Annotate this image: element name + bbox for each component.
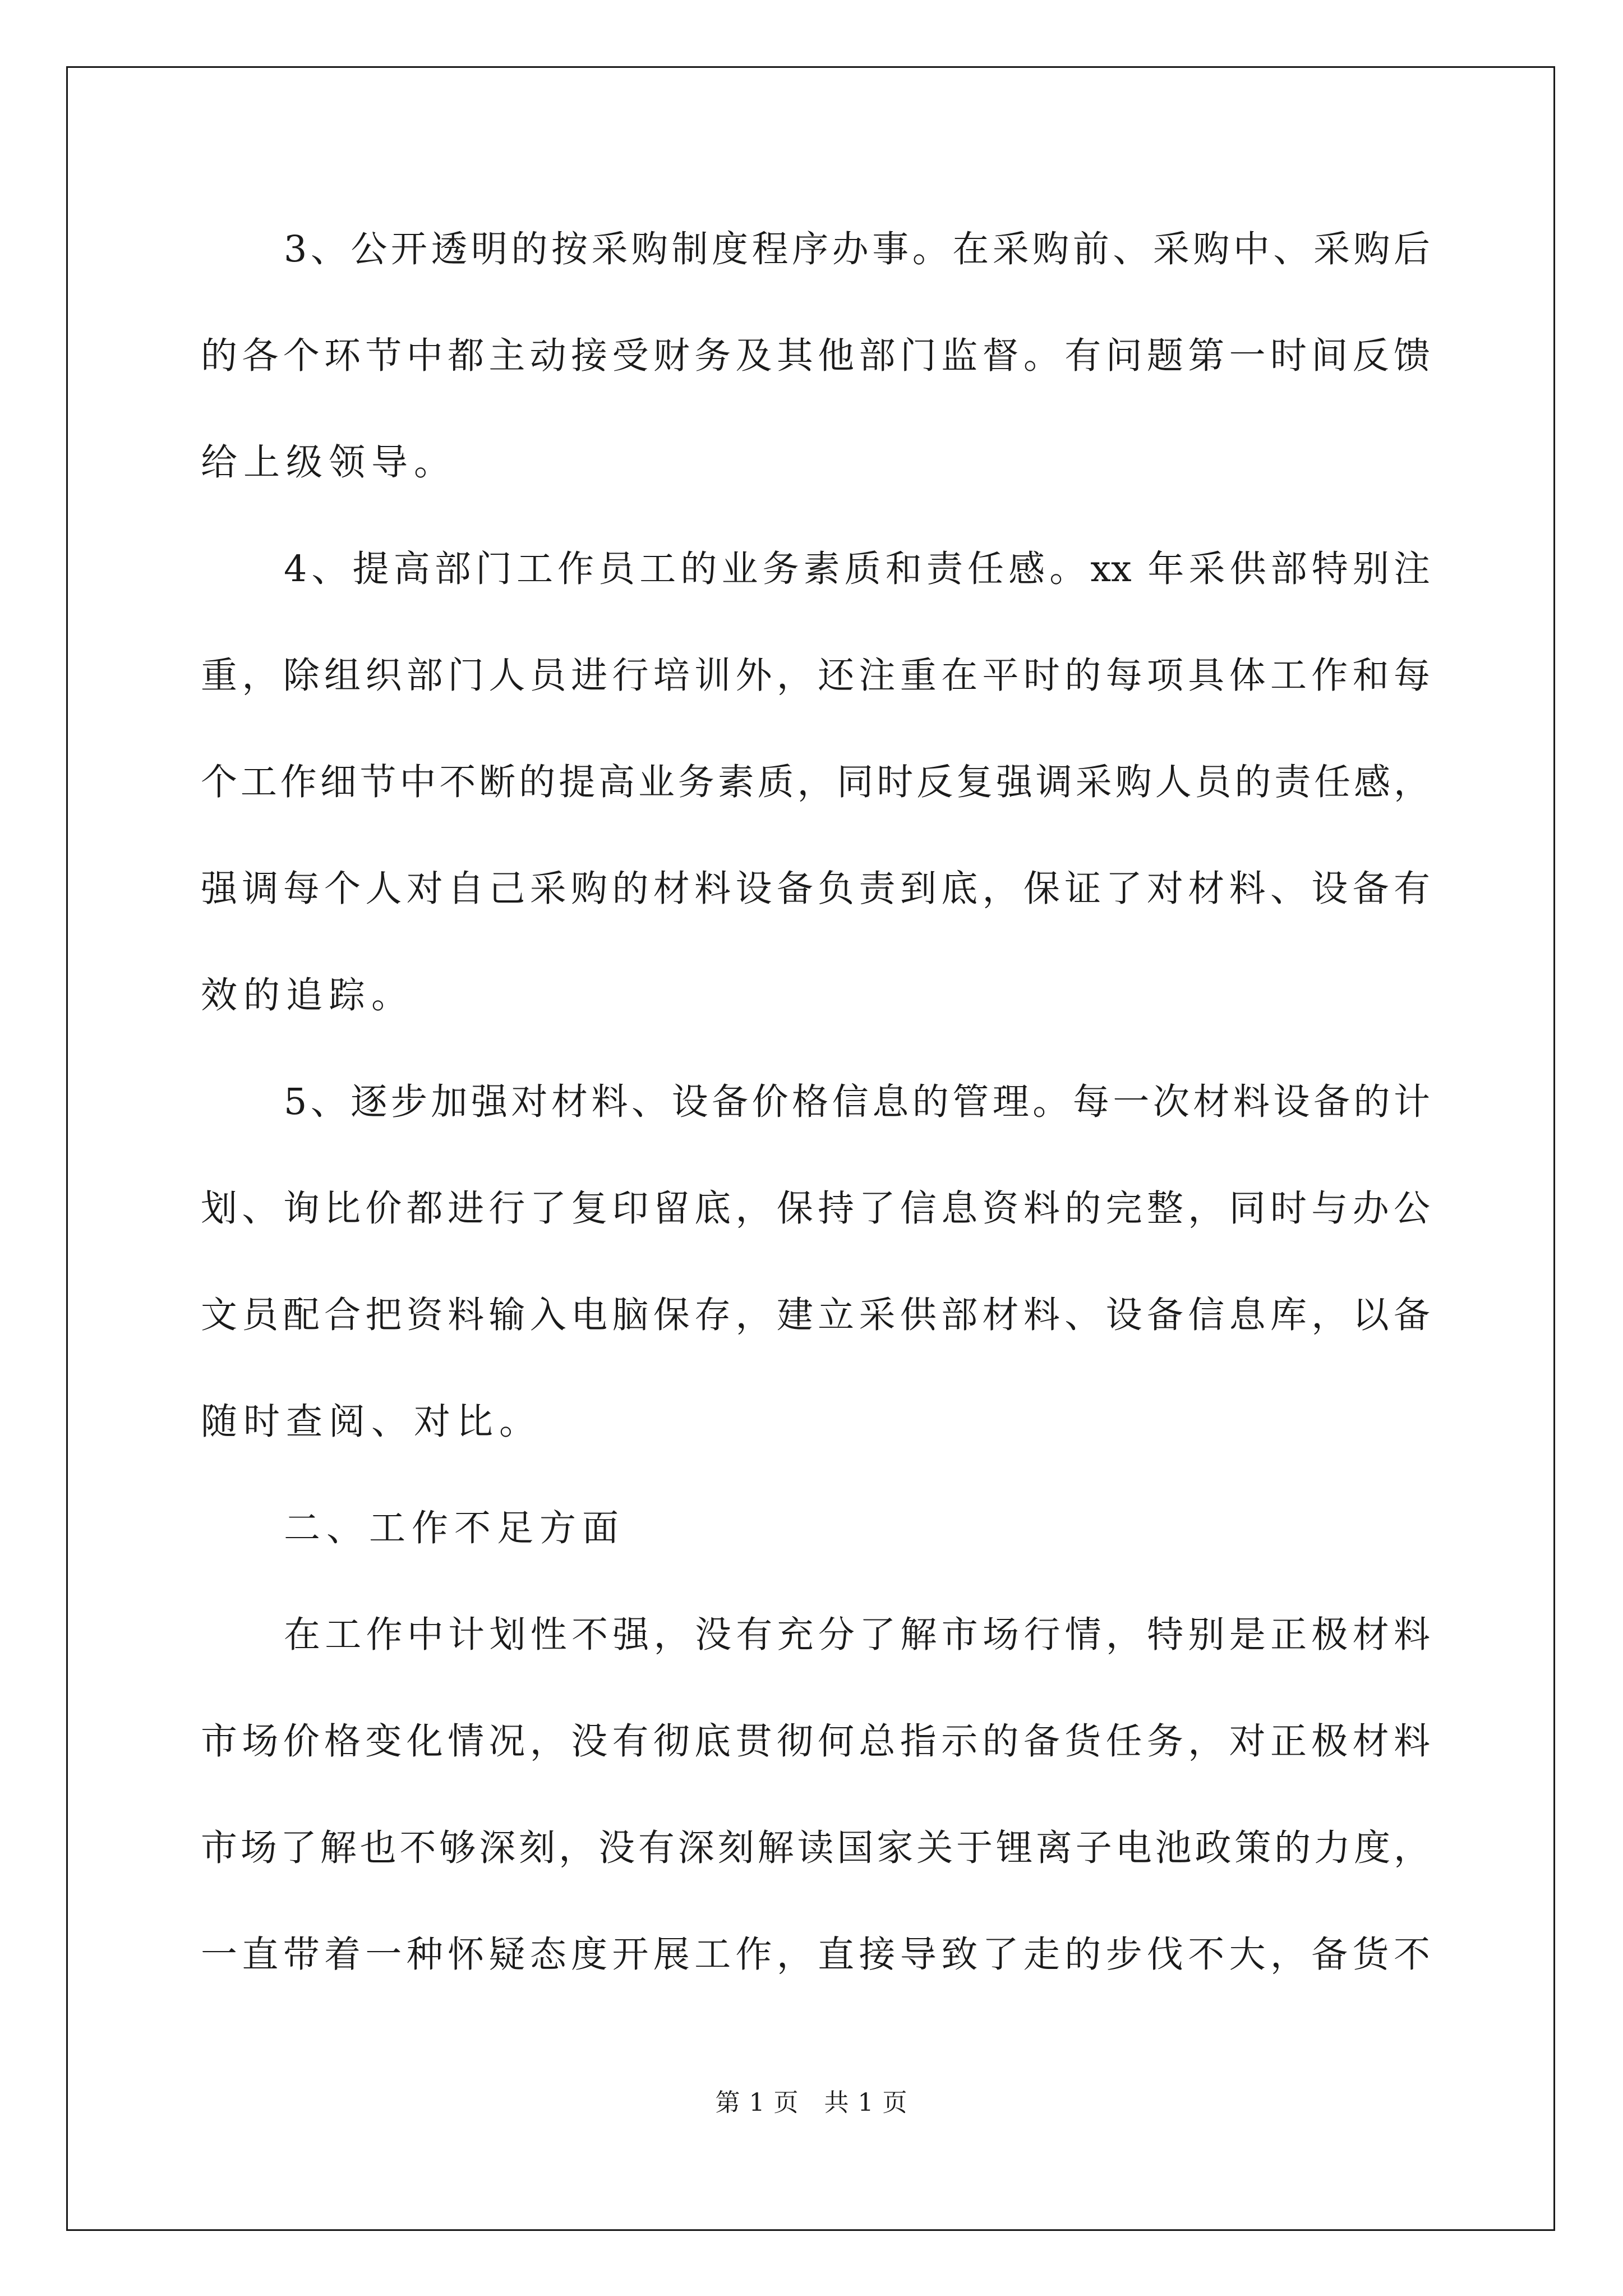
text-line: 市场价格变化情况，没有彻底贯彻何总指示的备货任务，对正极材料 [201,1720,1430,1763]
text-line: 强调每个人对自己采购的材料设备负责到底，保证了对材料、设备有 [201,868,1430,910]
text-line: 重，除组织部门人员进行培训外，还注重在平时的每项具体工作和每 [201,655,1430,697]
text-line: 4、提高部门工作员工的业务素质和责任感。xx 年采供部特别注 [284,548,1430,590]
text-line: 划、询比价都进行了复印留底，保持了信息资料的完整，同时与办公 [201,1188,1430,1230]
text-line: 市场了解也不够深刻，没有深刻解读国家关于锂离子电池政策的力度， [201,1827,1430,1869]
text-line: 文员配合把资料输入电脑保存，建立采供部材料、设备信息库，以备 [201,1294,1430,1336]
text-line: 在工作中计划性不强，没有充分了解市场行情，特别是正极材料 [284,1614,1430,1656]
text-line: 随时查阅、对比。 [201,1401,542,1443]
page-number: 第 1 页 共 1 页 [715,2088,908,2117]
text-line: 个工作细节中不断的提高业务素质，同时反复强调采购人员的责任感， [201,761,1430,803]
text-line: 5、逐步加强对材料、设备价格信息的管理。每一次材料设备的计 [284,1081,1430,1123]
text-line: 给上级领导。 [201,441,457,484]
text-line: 的各个环节中都主动接受财务及其他部门监督。有问题第一时间反馈 [201,335,1430,377]
text-line: 3、公开透明的按采购制度程序办事。在采购前、采购中、采购后 [284,228,1430,270]
text-line: 效的追踪。 [201,974,414,1016]
section-heading: 二、工作不足方面 [284,1507,625,1549]
text-line: 一直带着一种怀疑态度开展工作，直接导致了走的步伐不大，备货不 [201,1934,1430,1976]
document-body [201,216,1430,2028]
